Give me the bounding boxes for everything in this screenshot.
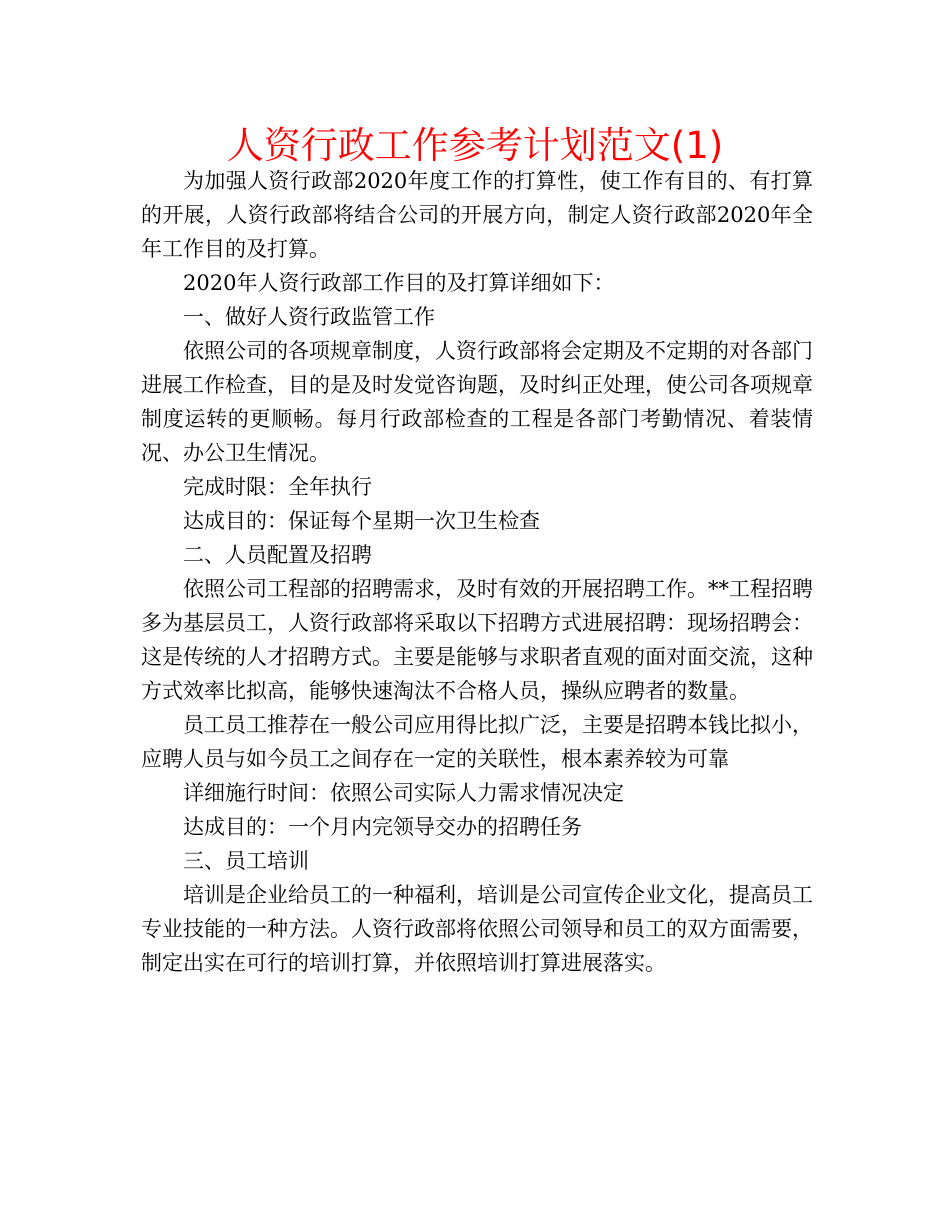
paragraph-intro: 为加强人资行政部2020年度工作的打算性，使工作有目的、有打算的开展，人资行政部将结合公司的开展方向，制定人资行政部2020年全年工作目的及打算。 (141, 169, 813, 261)
section-heading-training: 三、员工培训 (183, 849, 309, 873)
paragraph-goal-hygiene: 达成目的：保证每个星期一次卫生检查 (183, 509, 540, 533)
document-title: 人资行政工作参考计划范文(1) (226, 124, 724, 167)
paragraph-plan-lead: 2020年人资行政部工作目的及打算详细如下： (183, 271, 615, 295)
paragraph-supervision: 依照公司的各项规章制度，人资行政部将会定期及不定期的对各部门进展工作检查，目的是及时发觉咨询题，及时纠正处理，使公司各项规章制度运转的更顺畅。每月行政部检查的工程是各部门考勤情况、着装情况、办公卫生情况。 (141, 339, 813, 465)
paragraph-training: 培训是企业给员工的一种福利，培训是公司宣传企业文化，提高员工专业技能的一种方法。人资行政部将依照公司领导和员工的双方面需要，制定出实在可行的培训打算，并依照培训打算进展落实。 (141, 883, 813, 975)
paragraph-referral: 员工员工推荐在一般公司应用得比拟广泛，主要是招聘本钱比拟小，应聘人员与如今员工之间存在一定的关联性，根本素养较为可靠 (141, 713, 813, 771)
paragraph-goal-recruitment: 达成目的：一个月内完领导交办的招聘任务 (183, 815, 582, 839)
paragraph-recruitment: 依照公司工程部的招聘需求，及时有效的开展招聘工作。**工程招聘多为基层员工，人资行政部将采取以下招聘方式进展招聘：现场招聘会：这是传统的人才招聘方式。主要是能够与求职者直观的面对面交流，这种方式效率比拟高，能够快速淘汰不合格人员，操纵应聘者的数量。 (141, 577, 813, 703)
paragraph-implementation-time: 详细施行时间：依照公司实际人力需求情况决定 (183, 781, 624, 805)
section-heading-supervision: 一、做好人资行政监管工作 (183, 305, 435, 329)
section-heading-recruitment: 二、人员配置及招聘 (183, 543, 372, 567)
paragraph-deadline: 完成时限：全年执行 (183, 475, 372, 499)
document-body (141, 164, 813, 980)
